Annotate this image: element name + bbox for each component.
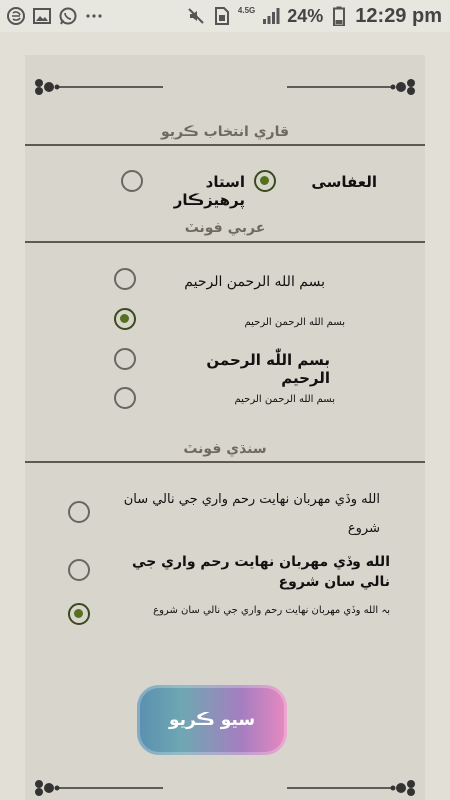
battery-percent: 24% (287, 5, 324, 26)
qari-radio-alafasy[interactable] (254, 170, 276, 192)
settings-card (25, 55, 425, 800)
divider (25, 461, 425, 463)
sindhi-font-radio-1[interactable] (68, 501, 90, 523)
whatsapp-icon (58, 6, 78, 26)
arabic-font-option-4: بسم الله الرحمن الرحيم (234, 394, 335, 405)
signal-icon (261, 6, 281, 26)
sim-card-icon (212, 6, 232, 26)
sindhi-font-section-title: سنڌي فونٽ (183, 441, 267, 457)
qari-option-label-alafasy: العفاسی (311, 173, 377, 191)
battery-icon (329, 6, 349, 26)
arabic-font-radio-4[interactable] (114, 387, 136, 409)
divider (25, 241, 425, 243)
qari-section-title: قاري انتخاب ڪريو (160, 124, 290, 140)
sindhi-font-option-2: الله وڏي مهربان نهايت رحم واري جي نالي سان شروع (132, 554, 390, 590)
app-e-icon (6, 6, 26, 26)
divider (25, 144, 425, 146)
clock: 12:29 pm (355, 4, 442, 27)
arabic-font-option-2: بسم الله الرحمن الرحيم (244, 317, 345, 328)
arabic-font-radio-2[interactable] (114, 308, 136, 330)
status-bar (0, 0, 450, 32)
notification-icons (6, 6, 104, 26)
network-type: 4.5G (237, 5, 256, 15)
more-dots-icon (84, 6, 104, 26)
arabic-font-section-title: عربي فونٽ (184, 220, 266, 236)
system-indicators (186, 3, 442, 29)
top-flourish-icon (25, 75, 425, 99)
sindhi-font-radio-2[interactable] (68, 559, 90, 581)
image-icon (32, 6, 52, 26)
save-button-label: سيو ڪريو (168, 710, 256, 730)
arabic-font-radio-3[interactable] (114, 348, 136, 370)
arabic-font-radio-1[interactable] (114, 268, 136, 290)
arabic-font-option-3: بسم اللّٰه الرحمن الرحيم (206, 351, 330, 387)
sindhi-font-option-1: الله وڏي مهربان نهايت رحم واري جي نالي سان شروع (123, 492, 380, 536)
arabic-font-option-1: بسم الله الرحمن الرحيم (184, 274, 325, 290)
mute-icon (186, 6, 206, 26)
bottom-flourish-icon (25, 776, 425, 800)
qari-radio-parhezgar[interactable] (121, 170, 143, 192)
save-button[interactable] (137, 685, 287, 755)
qari-option-label-parhezgar: استاد پرهيزڪار (173, 173, 245, 209)
sindhi-font-radio-3[interactable] (68, 603, 90, 625)
sindhi-font-option-3: بہ الله وڏي مهربان نهايت رحم واري جي نالي سان شروع (153, 605, 390, 616)
